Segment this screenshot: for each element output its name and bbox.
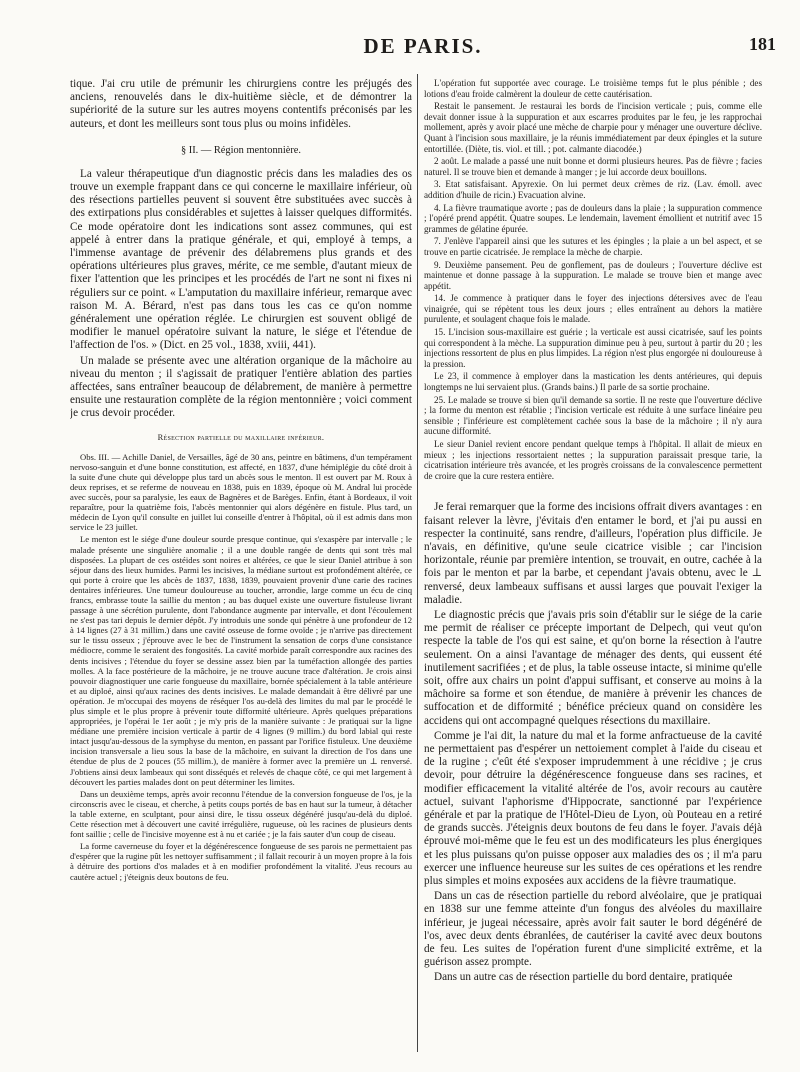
observation-paragraph: Le sieur Daniel revient encore pendant quelque temps à l'hôpital. Il allait de mieux en mieux ; les injections ressortaient nettes ; la suppuration paraissait presque tarie, la cicatrisation intérieure très avancée, et les progrès croissans de la convalescence permettent de croire que la cure restera entière. bbox=[424, 439, 762, 481]
body-paragraph: Dans un autre cas de résection partielle du bord dentaire, pratiquée bbox=[434, 971, 733, 984]
column-divider bbox=[417, 74, 418, 1052]
observation-paragraph: 7. J'enlève l'appareil ainsi que les sutures et les épingles ; la plaie a un bel aspect, et se trouve en partie cicatrisée. Je remplace la mèche de charpie. bbox=[424, 236, 762, 257]
intro-paragraph: tique. J'ai cru utile de prémunir les chirurgiens contre les préjugés des anciens, renouvelés dans le dix-huitième siècle, et de démontrer la supériorité de la suture sur les autres moyens contentifs préconisés par les auteurs, et dont les meilleurs sont tous plus ou moins infidèles. bbox=[70, 78, 412, 130]
section-heading: § II. — Région mentonnière. bbox=[180, 144, 302, 156]
subheading: Résection partielle du maxillaire inférieur. bbox=[157, 432, 325, 442]
observation-paragraph: 15. L'incision sous-maxillaire est guérie ; la verticale est aussi cicatrisée, sauf les points qui correspondent à la mèche. La suppuration diminue peu à peu, surtout à partir du 20 ; les injections ressortent de plus en plus limpides. La région n'est plus engorgée ni douloureuse à la pression. bbox=[424, 327, 762, 369]
page-number: 181 bbox=[749, 34, 776, 54]
body-paragraph: Comme je l'ai dit, la nature du mal et la forme anfractueuse de la cavité ne permettaient pas d'espérer un nettoiement complet à l'aide du ciseau et de la rugine ; c'eût été s'exposer imprudemment à une récidive ; je crus devoir, pour détruire la dégénérescence fongueuse dans ses racines, et modifier efficacement la vitalité altérée de l'os, avoir recours au cautère actuel, suivant l'aphorisme d'Hippocrate, sanctionné par l'expérience générale et par la pratique de l'Hôtel-Dieu de Lyon, où Pouteau en a retiré de grands succès. J'éteignis deux boutons de feu dans le foyer. J'avais déjà éprouvé moi-même que le feu est un des modificateurs les plus énergiques et les plus puissans qu'on puisse opposer aux maladies des os ; il m'a paru exercer une influence heureuse sur les suites de ces opérations et les rendre plus simples et moins exposées aux accidens de la fièvre traumatique. bbox=[424, 729, 762, 888]
page-header bbox=[70, 34, 776, 60]
body-paragraph: La valeur thérapeutique d'un diagnostic précis dans les maladies des os trouve un exemple frappant dans ce qui concerne le maxillaire inférieur, où des résections partielles peuvent si souvent être substituées avec succès à des extirpations plus considérables et sujettes à laisser quelques difformités. Ce mode opératoire dont les indications sont assez communes, qui est appelé à entrer dans la pratique générale, et qui, employé à temps, a l'immense avantage de prévenir des délabremens plus grands et des opérations ultérieures plus graves, mérite, ce me semble, d'autant mieux de fixer l'attention que les principes et les procédés de l'art ne sont ni fixes ni réguliers sur ce point. « L'amputation du maxillaire inférieur, remarque avec raison M. A. Bérard, n'est pas dans tous les cas ce qu'on nomme généralement une opération réglée. Le chirurgien est souvent obligé de modifier le manuel opératoire suivant la nature, le siége et l'étendue de l'affection de l'os. » (Dict. en 25 vol., 1838, xviii, 441). bbox=[70, 167, 412, 352]
observation-paragraph: Dans un deuxième temps, après avoir reconnu l'étendue de la conversion fongueuse de l'os, je la circonscris avec le ciseau, et cherche, à petits coups portés de bas en haut sur la tumeur, à détacher la table externe, en sculptant, pour ainsi dire, le tissu osseux dégénéré jusqu'au-delà du diploé. Cette résection met à découvert une cavité irrégulière, rugueuse, où les racines de plusieurs dents font saillie ; celle de l'incisive moyenne est à nu et cariée ; je la fais sauter d'un coup de ciseau. bbox=[70, 788, 412, 840]
observation-paragraph: 2 août. Le malade a passé une nuit bonne et dormi plusieurs heures. Pas de fièvre ; facies naturel. Il se trouve bien et demande à manger ; je lui accorde deux bouillons. bbox=[424, 156, 762, 177]
right-column bbox=[424, 78, 762, 1052]
left-column bbox=[70, 78, 412, 1052]
observation-paragraph: 9. Deuxième pansement. Peu de gonflement, pas de douleurs ; l'ouverture déclive est maintenue et donne passage à la suppuration. Le malade se trouve bien et mange avec appétit. bbox=[424, 259, 762, 291]
body-paragraph: Je ferai remarquer que la forme des incisions offrait divers avantages : en faisant relever la lèvre, j'évitais d'en entamer le bord, et j'ai pu aussi en respecter la continuité, sans rendre, d'ailleurs, l'opération plus difficile. Je n'avais, en définitive, qu'une seule cicatrice visible ; car l'incision horizontale, réunie par première intention, se trouvait, en outre, cachée à la fois par le menton et par la barbe, et cependant j'avais obtenu, avec le ⊥ renversé, deux lambeaux suffisans et aussi larges que pouvait l'exiger la maladie. bbox=[424, 501, 762, 606]
observation-paragraph: La forme caverneuse du foyer et la dégénérescence fongueuse de ses parois ne permettaient pas d'espérer que la rugine pût les nettoyer suffisamment ; il fallait recourir à un moyen propre à la fois à détruire des portions d'os malades et à en modifier profondément la vitalité. J'eus recours au cautère actuel ; j'éteignis deux boutons de feu. bbox=[70, 841, 412, 882]
observation-paragraph: 25. Le malade se trouve si bien qu'il demande sa sortie. Il ne reste que l'ouverture déclive ; la forme du menton est rétablie ; l'incision verticale est réduite à une surface linéaire peu sensible ; l'inférieure est complètement cachée sous la base de la mâchoire ; il n'y aura aucune difformité. bbox=[424, 394, 762, 437]
observation-paragraph: 3. Etat satisfaisant. Apyrexie. On lui permet deux crèmes de riz. (Lav. émoll. avec addition d'huile de ricin.) Evacuation alvine. bbox=[424, 179, 762, 200]
observation-paragraph: Obs. III. — Achille Daniel, de Versailles, âgé de 30 ans, peintre en bâtimens, d'un tempérament nervoso-sanguin et d'une bonne constitution, est affecté, en 1837, d'une hémiplégie du côté droit à la suite d'une chute qui développe plus tard un abcès sous le menton. Il est ouvert par M. Roux à deux reprises, et se referme de nouveau en 1838, puis en 1839, époque où M. Andral lui procède avec succès, pour sa paralysie, les eaux de Bagnères et de Barèges. Enfin, étant à Bordeaux, il voit reparaître, pour la quatrième fois, l'abcès mentonnier qui alors dégénère en fistule. Plus tard, un médecin de Lyon qu'il consulte en juillet lui conseille d'entrer à l'hôpital, où il est admis dans mon service le 23 juillet. bbox=[70, 451, 412, 533]
observation-paragraph: 4. La fièvre traumatique avorte ; pas de douleurs dans la plaie ; la suppuration commence ; l'opéré prend appétit. Quatre soupes. Le lendemain, lavement émollient et nutritif avec 15 grammes de gélatine épurée. bbox=[424, 202, 762, 234]
observation-paragraph: L'opération fut supportée avec courage. Le troisième temps fut le plus pénible ; des lotions d'eau froide calmèrent la douleur de cette cautérisation. bbox=[424, 78, 762, 99]
running-title: DE PARIS. bbox=[363, 34, 483, 58]
body-paragraph: Un malade se présente avec une altération organique de la mâchoire au niveau du menton ; il s'agissait de pratiquer l'entière ablation des parties affectées, sans entraîner beaucoup de délabrement, de manière à permettre ensuite une restauration complète de la région mentonnière ; voici comment je crus devoir procéder. bbox=[70, 354, 412, 420]
observation-paragraph: 14. Je commence à pratiquer dans le foyer des injections détersives avec de l'eau vinaigrée, qui se répètent tous les deux jours ; elles entraînent au dehors la matière purulente, et soulagent chaque fois le malade. bbox=[424, 293, 762, 325]
observation-paragraph: Restait le pansement. Je restaurai les bords de l'incision verticale ; puis, comme elle devait donner issue à la suppuration et aux escarres produites par le feu, je les rapprochai mollement, après y avoir placé une mèche de charpie pour y ménager une ouverture déclive. Quant à l'incision sous maxillaire, je la réunis immédiatement par deux épingles et la suture entortillée. (Diète, tis. viol. et till. ; pot. calmante diacodée.) bbox=[424, 101, 762, 154]
observation-paragraph: Le 23, il commence à employer dans la mastication les dents antérieures, qui depuis longtemps ne lui servaient plus. (Grands bains.) Il parle de sa sortie prochaine. bbox=[424, 371, 762, 393]
observation-paragraph: Le menton est le siége d'une douleur sourde presque continue, qui s'exaspère par intervalle ; le malade présente une singulière anomalie ; il a une double rangée de dents qui sont très mal disposées. La plupart de ces ostéides sont noires et altérées, ce que le sieur Daniel attribue à son séjour dans des lieux humides. Parmi les incisives, la médiane surtout est profondément altérée, ce qui porte à croire que les abcès de 1837, 1838, 1839, pouvaient provenir d'une carie des racines dentaires inférieures. Une tumeur douloureuse au toucher, arrondie, large comme un écu de cinq francs, embrasse toute la saillie du menton ; au bas duquel existe une ouverture fistuleuse livrant passage à une sécrétion purulente, dont l'abondance augmente par intervalle, et dont l'écoulement ne s'est pas tari depuis le dernier dépôt. J'y introduis une sonde qui pénètre à une profondeur de 12 à 14 lignes (27 à 31 millim.) dans une cavité osseuse de forme ovoïde ; je n'arrive pas directement sur le tissu osseux ; j'éprouve avec le bec de l'instrument la sensation de corps d'une consistance médiocre, comme le seraient des fongosités. La cavité morbide paraît correspondre aux racines des dents incisives ; l'étendue du foyer se dessine assez bien par la tuméfaction allongée des parties molles. A la face postérieure de la mâchoire, je ne trouve aucune trace d'altération. Je crois ainsi pouvoir diagnostiquer une carie fongueuse du maxillaire, bornée spécialement à la table antérieure et au diploé, ainsi qu'aux racines des dents incisives. Le malade demandait à être délivré par une opération. Je m'occupai des moyens de réséquer l'os au-delà des limites du mal par le procédé le plus simple et le plus propre à prévenir toute difformité ultérieure. Après quelques préparations appropriées, je l'opérai le 1er août ; je m'y pris de la manière suivante : Je pratiquai sur la ligne médiane une première incision verticale à partir de 4 lignes (9 millim.) du bord labial qui reste intact jusqu'au-dessous de la symphyse du menton, en passant par l'orifice fistuleux. Une deuxième incision transversale a lieu sous la base de la mâchoire, en suivant la direction de l'os dans une étendue de plus de 2 pouces (55 millim.), de manière à former avec la première un ⊥ renversé. J'obtiens ainsi deux lambeaux qui sont disséqués et relevés de chaque côté, ce qui met largement à découvert les parties malades dont on peut déterminer les limites. bbox=[70, 534, 412, 787]
paragraph-gap bbox=[424, 483, 762, 501]
body-paragraph: Le diagnostic précis que j'avais pris soin d'établir sur le siége de la carie me permit de réaliser ce précepte important de Delpech, qui veut qu'on respecte la table de l'os qui est saine, et qu'on borne la résection à l'autre seulement. On a ainsi l'avantage de ménager des dents, qui eussent été inutilement sacrifiées ; et de plus, la table osseuse intacte, si minime qu'elle soit, offre aux chairs un point d'appui suffisant, et conserve au moins à la mâchoire sa forme et son étendue, de manière à prévenir les chances de suffocation et de difformité ; bénéfice précieux quand on considère les accidens qui ont accompagné quelques résections du maxillaire. bbox=[424, 609, 762, 727]
body-paragraph: Dans un cas de résection partielle du rebord alvéolaire, que je pratiquai en 1838 sur une femme atteinte d'un fongus des alvéoles du maxillaire inférieur, je jugeai nécessaire, après avoir fait sauter le bord dégénéré de l'os, avec deux dents ébranlées, de cautériser la cavité avec deux boutons de feu. Les suites de l'opération furent d'une simplicité extrême, et la guérison assez prompte. bbox=[424, 890, 762, 969]
